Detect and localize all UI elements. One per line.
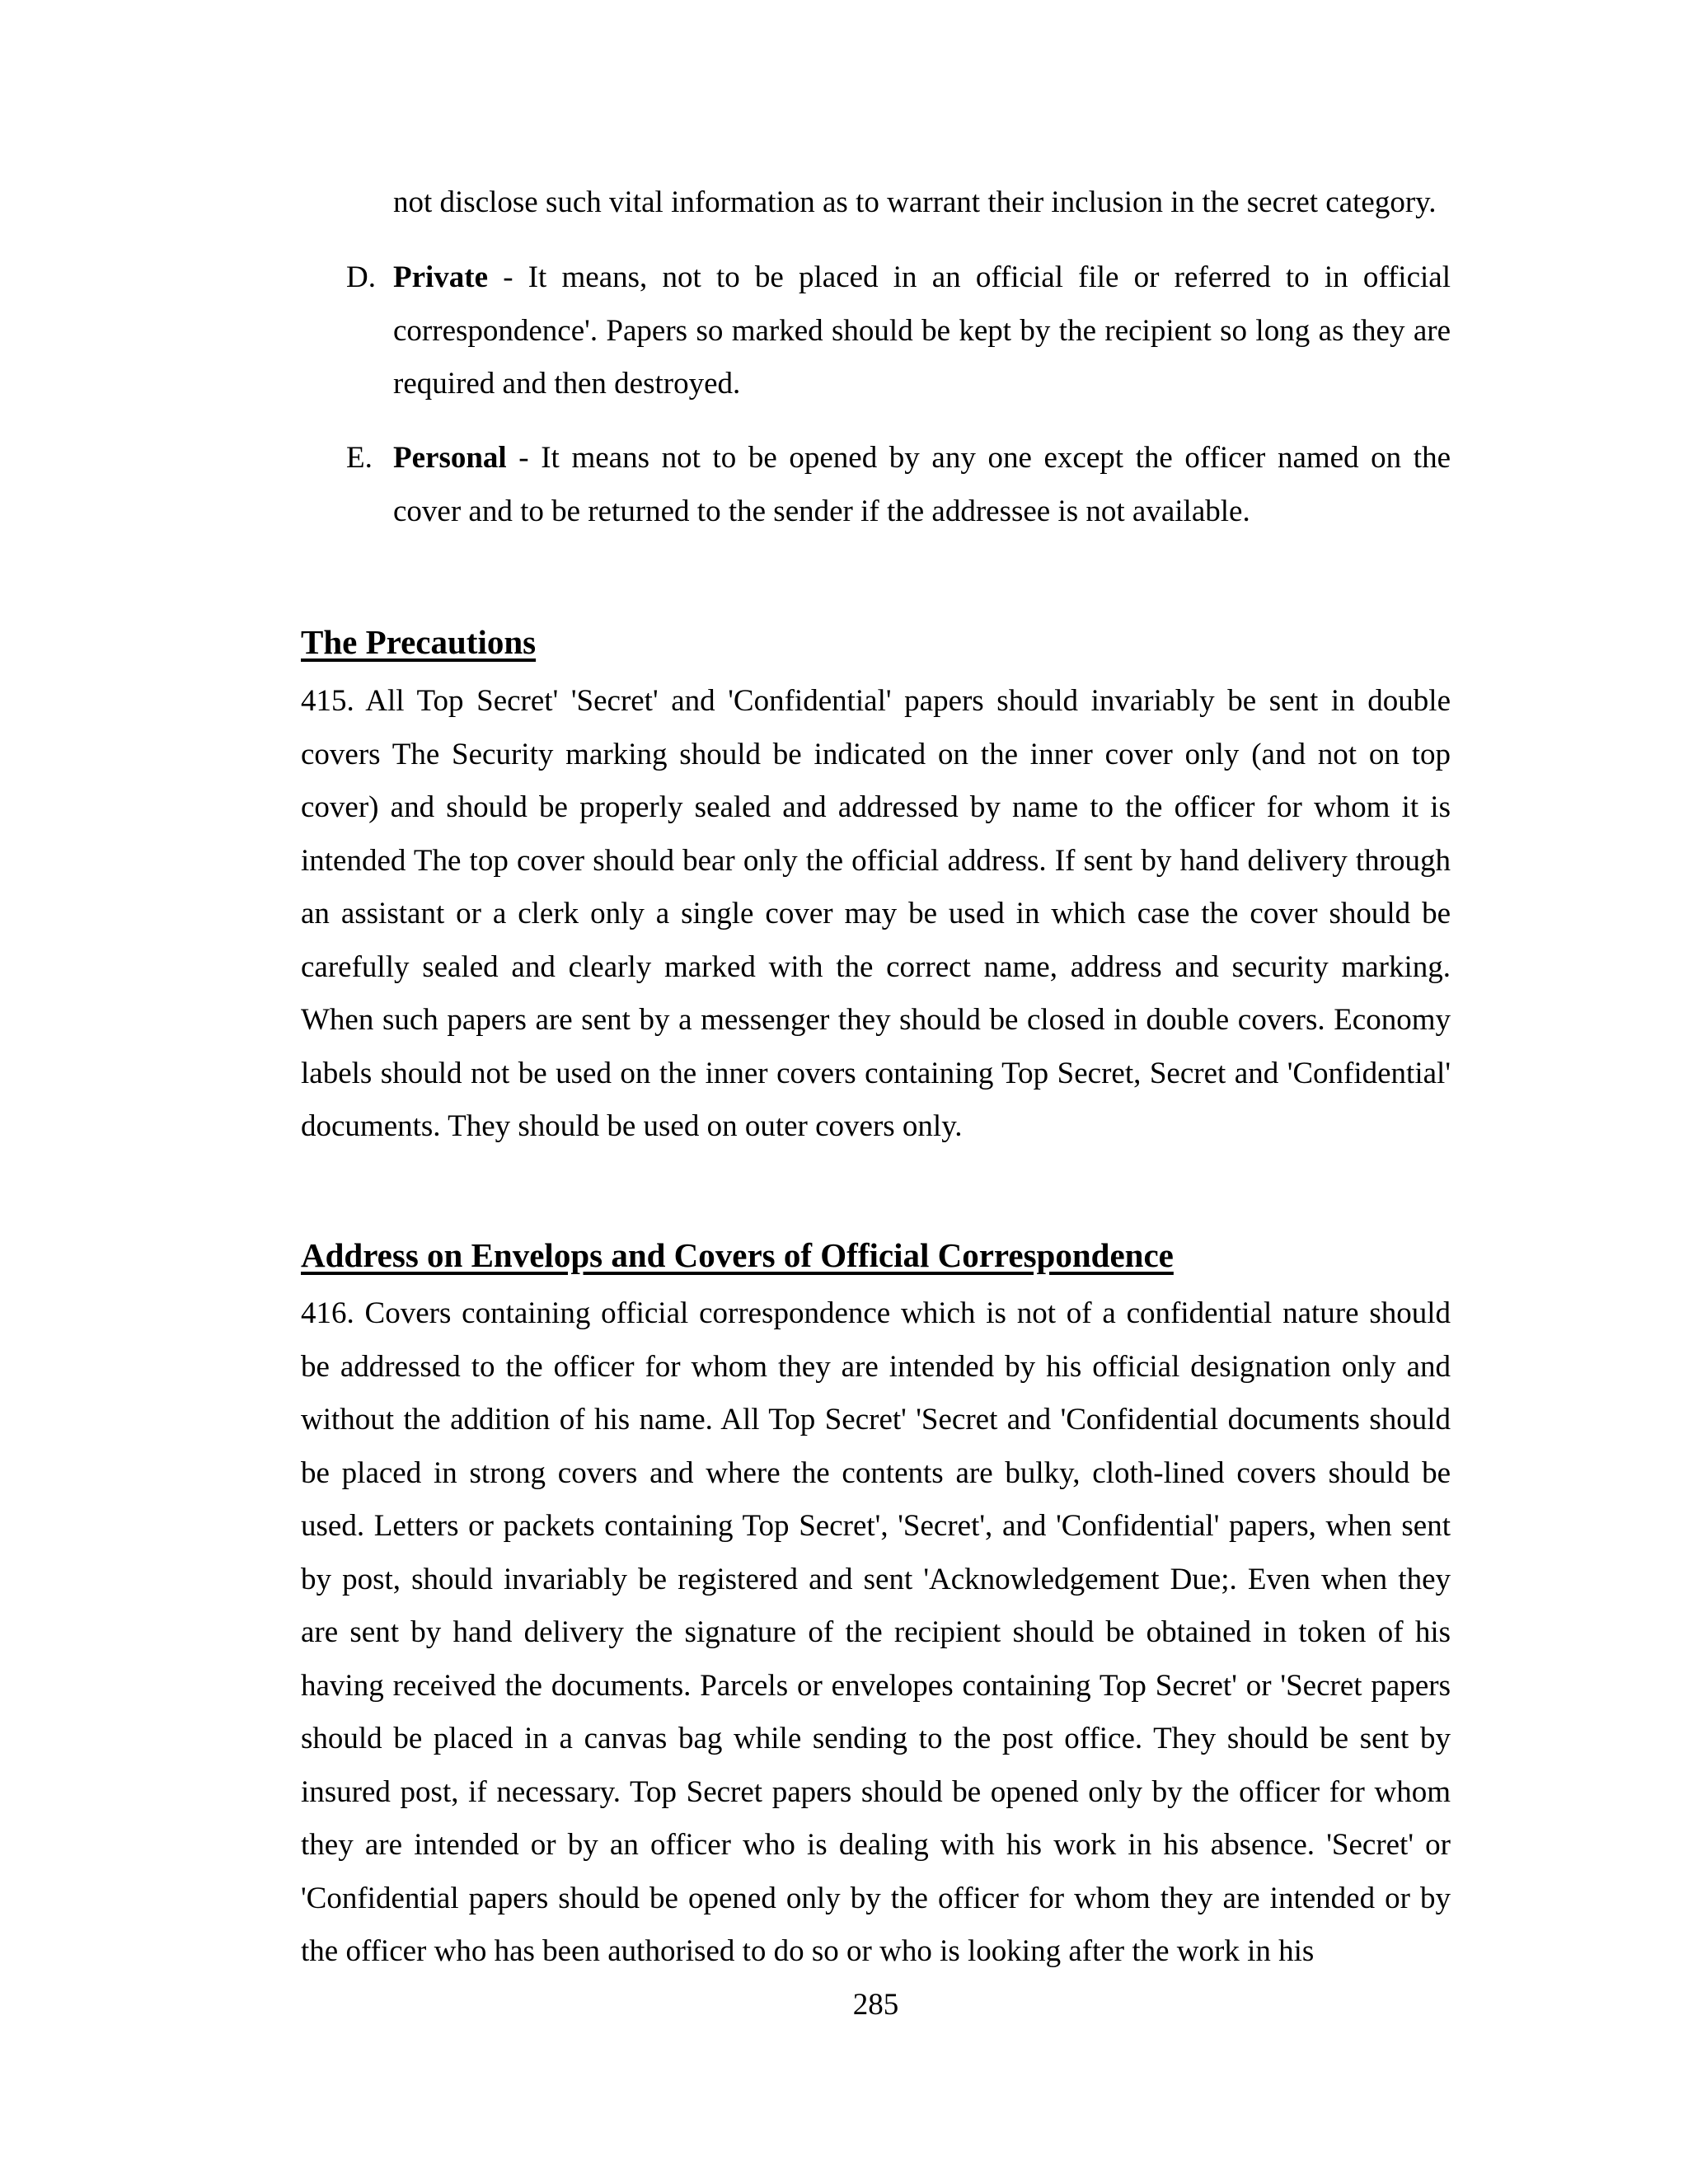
list-item-body (393, 251, 1451, 411)
section-heading-precautions: The Precautions (301, 623, 537, 661)
list-item-text: - It means, not to be placed in an official file or referred to in official correspondence'. Papers so marked should be kept by the recipient so long as they are required and then destroyed. (393, 260, 1451, 401)
continuation-text: not disclose such vital information as to warrant their inclusion in the secret category. (393, 185, 1437, 219)
list-item-private (346, 251, 1451, 411)
paragraph-416: 416. Covers containing official correspondence which is not of a confidential nature should be addressed to the officer for whom they are intended by his official designation only and without the addition of his name. All Top Secret' 'Secret and 'Confidential documents should be placed in strong covers and where the contents are bulky, cloth-lined covers should be used. Letters or packets containing Top Secret', 'Secret', and 'Confidential' papers, when sent by post, should invariably be registered and sent 'Acknowledgement Due;. Even when they are sent by hand delivery the signature of the recipient should be obtained in token of his having received the documents. Parcels or envelopes containing Top Secret' or 'Secret papers should be placed in a canvas bag while sending to the post office. They should be sent by insured post, if necessary. Top Secret papers should be opened only by the officer for whom they are intended or by an officer who is dealing with his work in his absence. 'Secret' or 'Confidential papers should be opened only by the officer for whom they are intended or by the officer who has been authorised to do so or who is looking after the work in his (301, 1296, 1451, 1968)
list-item-term: Private (393, 260, 489, 294)
list-item-letter: D. (346, 260, 376, 294)
list-item-letter: E. (346, 441, 373, 475)
list-item-body (393, 432, 1451, 538)
list-item-personal (346, 432, 1451, 538)
section-heading-address-on-envelops: Address on Envelops and Covers of Official Correspondence (301, 1236, 1174, 1274)
list-item-text: - It means not to be opened by any one except the officer named on the cover and to be returned to the sender if the addressee is not available. (393, 441, 1451, 528)
page-number: 285 (852, 1988, 899, 2022)
list-item-term: Personal (393, 441, 507, 475)
paragraph-415: 415. All Top Secret' 'Secret' and 'Confidential' papers should invariably be sent in double covers The Security marking should be indicated on the inner cover only (and not on top cover) and should be properly sealed and addressed by name to the officer for whom it is intended The top cover should bear only the official address. If sent by hand delivery through an assistant or a clerk only a single cover may be used in which case the cover should be carefully sealed and clearly marked with the correct name, address and security marking. When such papers are sent by a messenger they should be closed in double covers. Economy labels should not be used on the inner covers containing Top Secret, Secret and 'Confidential' documents. They should be used on outer covers only. (301, 684, 1451, 1143)
